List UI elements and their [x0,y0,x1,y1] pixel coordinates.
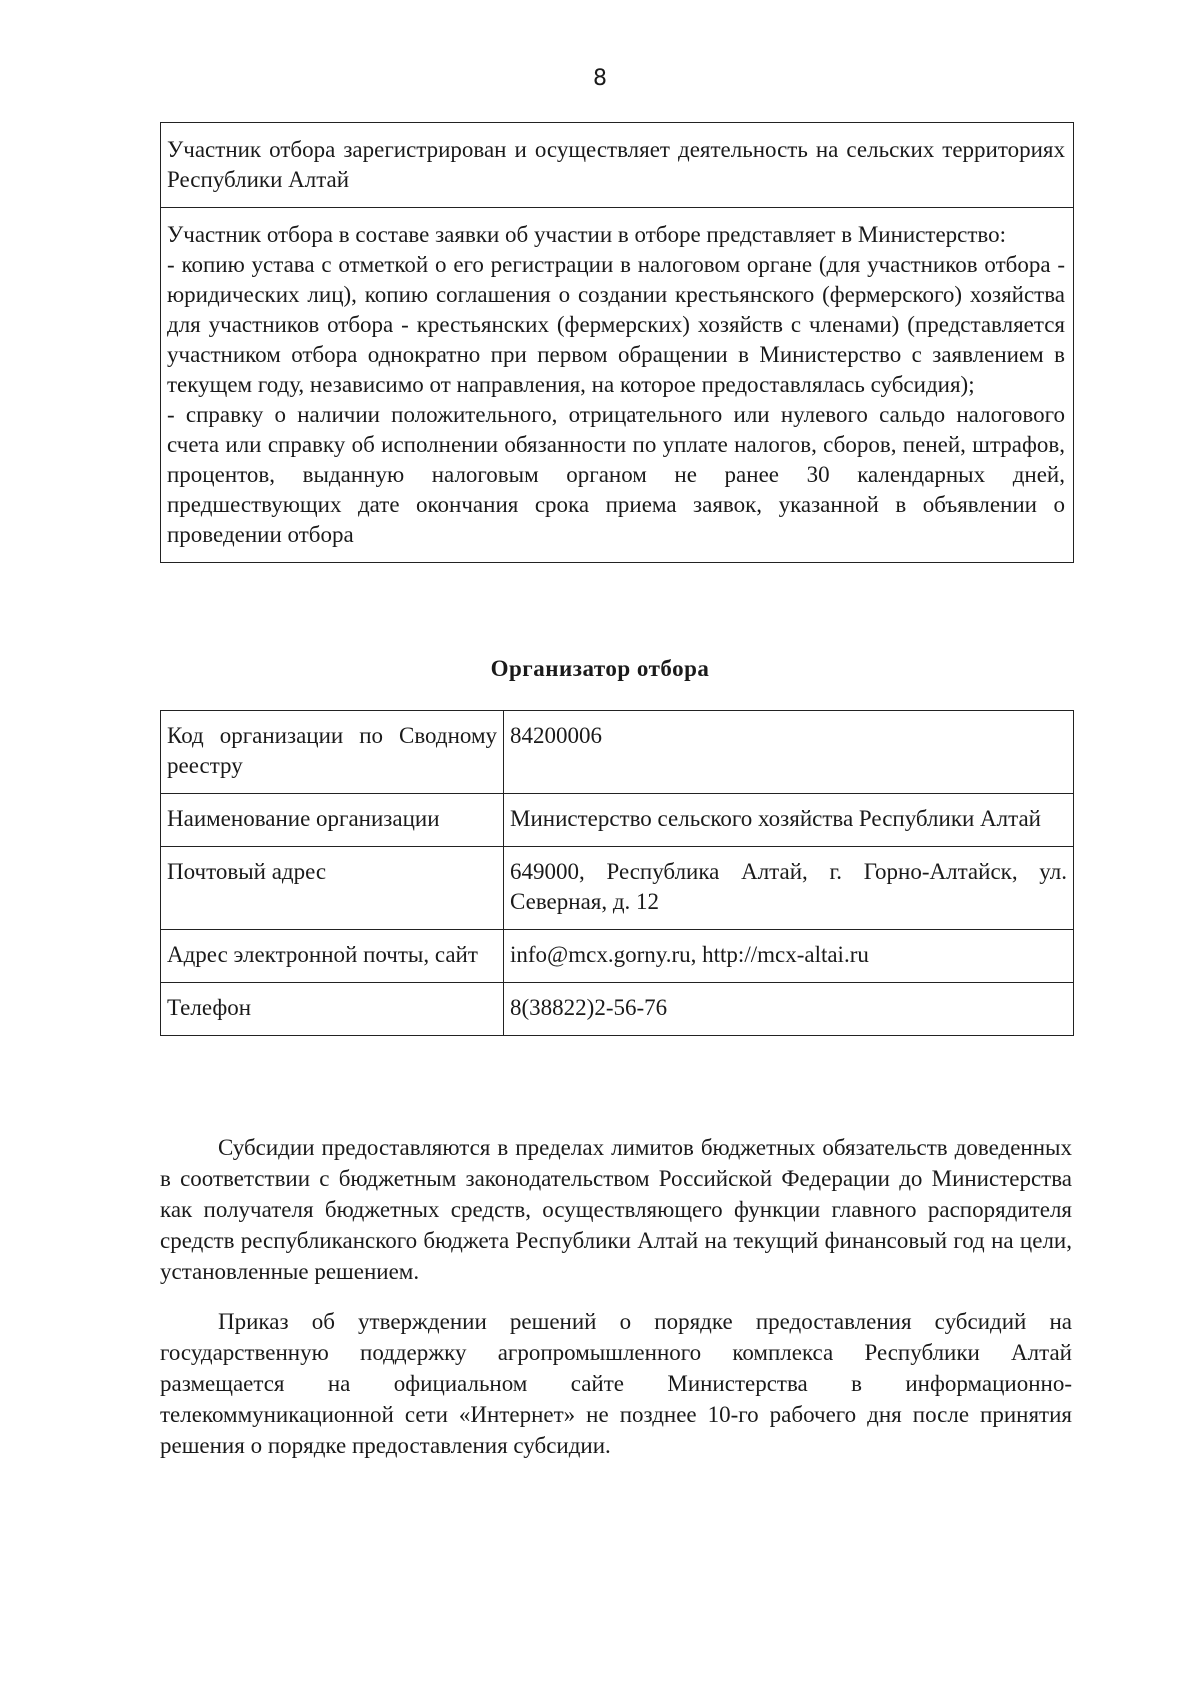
criteria-cell-registration [161,123,1073,207]
row-label-phone: Телефон [161,983,504,1036]
organizer-table [160,710,1074,1036]
row-value-postal-address: 649000, Республика Алтай, г. Горно-Алтайск, ул. Северная, д. 12 [504,847,1074,930]
criteria-documents-intro: Участник отбора в составе заявки об участии в отборе представляет в Министерство: [167,222,1007,247]
criteria-registration-text: Участник отбора зарегистрирован и осуществляет деятельность на сельских территориях Республики Алтай [167,137,1065,192]
row-value-email-website: info@mcx.gorny.ru, http://mcx-altai.ru [504,930,1074,983]
table-row [161,711,1074,794]
table-row [161,794,1074,847]
paragraph-subsidy-limits: Субсидии предоставляются в пределах лимитов бюджетных обязательств доведенных в соответствии с бюджетным законодательством Российской Федерации до Министерства как получателя бюджетных средств, осуществляющего функции главного распорядителя средств республиканского бюджета Республики Алтай на текущий финансовый год на цели, установленные решением. [160,1135,1072,1284]
row-label-organization-name: Наименование организации [161,794,504,847]
row-label-registry-code: Код организации по Сводному реестру [161,711,504,794]
row-value-registry-code: 84200006 [504,711,1074,794]
row-label-postal-address: Почтовый адрес [161,847,504,930]
criteria-table [160,122,1074,563]
row-value-phone: 8(38822)2-56-76 [504,983,1074,1036]
page-number: 8 [593,66,607,91]
table-row [161,983,1074,1036]
paragraph-order-publication: Приказ об утверждении решений о порядке предоставления субсидий на государственную поддержку агропромышленного комплекса Республики Алтай размещается на официальном сайте Министерства в информационно-телекоммуникационной сети «Интернет» не позднее 10-го рабочего дня после принятия решения о порядке предоставления субсидии. [160,1309,1072,1458]
row-label-email-website: Адрес электронной почты, сайт [161,930,504,983]
criteria-documents-item-charter: - копию устава с отметкой о его регистрации в налоговом органе (для участников отбора - юридических лиц), копию соглашения о создании крестьянского (фермерского) хозяйства для участников отбора - крестьянских (фермерских) хозяйств с членами) (представляется участником отбора однократно при первом обращении в Министерство с заявлением в текущем году, независимо от направления, на которое предоставлялась субсидия); [167,252,1065,397]
criteria-documents-item-tax-certificate: - справку о наличии положительного, отрицательного или нулевого сальдо налогового счета или справку об исполнении обязанности по уплате налогов, сборов, пеней, штрафов, процентов, выданную налоговым органом не ранее 30 календарных дней, предшествующих дате окончания срока приема заявок, указанной в объявлении о проведении отбора [167,402,1065,547]
criteria-cell-documents [161,207,1073,562]
table-row [161,847,1074,930]
row-value-organization-name: Министерство сельского хозяйства Республики Алтай [504,794,1074,847]
table-row [161,930,1074,983]
organizer-section-title: Организатор отбора [490,656,710,681]
